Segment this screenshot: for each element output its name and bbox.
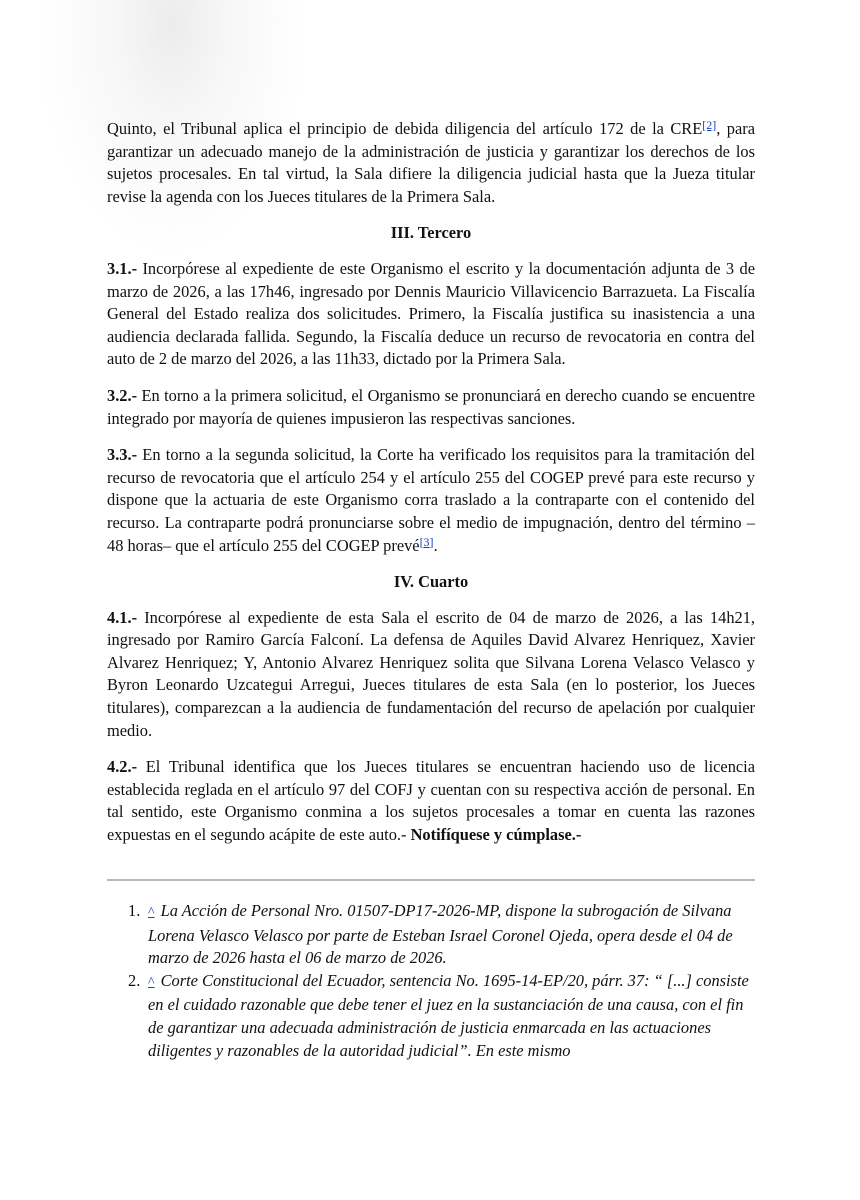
paragraph-text: En torno a la segunda solicitud, la Corte ha verificado los requisitos para la tramitación del recurso de revocatoria que el artículo 254 y el artículo 255 del COGEP prevé para este recurso y dispone que la actuaria de este Organismo corra traslado a la contraparte con el contenido del recurso. La contraparte podrá pronunciarse sobre el medio de impugnación, dentro del término –48 horas– que el artículo 255 del COGEP prevé bbox=[107, 445, 755, 555]
paragraph-3-2 bbox=[107, 385, 755, 430]
section-heading-tercero: III. Tercero bbox=[390, 223, 472, 243]
section-heading-cuarto: IV. Cuarto bbox=[393, 572, 469, 592]
document-body bbox=[107, 118, 755, 861]
paragraph-number: 4.2.- bbox=[107, 757, 138, 777]
paragraph-number: 3.2.- bbox=[107, 385, 138, 405]
footnote-backlink-1[interactable]: ^ bbox=[148, 905, 155, 920]
paragraph-number: 3.3.- bbox=[107, 445, 138, 465]
paragraph-number: 3.1.- bbox=[107, 258, 138, 278]
footnote-number: 2. bbox=[128, 970, 141, 990]
footnote-list bbox=[128, 900, 753, 1062]
paragraph-4-1 bbox=[107, 607, 755, 743]
footnote-divider bbox=[107, 879, 755, 881]
footnote-1 bbox=[128, 900, 753, 970]
paragraph-number: 4.1.- bbox=[107, 607, 138, 627]
footnote-text: Corte Constitucional del Ecuador, sentencia No. 1695-14-EP/20, párr. 37: “ [...] consiste en el cuidado razonable que debe tener el juez en la sustanciación de una causa, con el fin de garantizar una adecuada administración de justicia enmarcada en las actuaciones diligentes y razonables de la autoridad judicial”. En este mismo bbox=[148, 970, 749, 1060]
footnote-backlink-2[interactable]: ^ bbox=[148, 974, 155, 990]
paragraph-text: . bbox=[433, 535, 438, 555]
footnote-2 bbox=[128, 970, 753, 1062]
footnote-number: 1. bbox=[128, 901, 141, 920]
footnote-text: La Acción de Personal Nro. 01507-DP17-2026-MP, dispone la subrogación de Silvana Lorena Velasco Velasco por parte de Esteban Israel Coronel Ojeda, opera desde el 04 de marzo de 2026 hasta el 06 de marzo de 2026. bbox=[148, 901, 733, 968]
closing-order: Notifíquese y cúmplase.- bbox=[410, 825, 582, 845]
paragraph-text: Quinto, el Tribunal aplica el principio de debida diligencia del artículo 172 de la CRE bbox=[107, 119, 703, 138]
paragraph-text: Incorpórese al expediente de esta Sala el escrito de 04 de marzo de 2026, a las 14h21, ingresado por Ramiro García Falconí. La defensa de Aquiles David Alvarez Henriquez, Xavier Alvarez Henriquez; Y, Antonio Alvarez Henriquez solita que Silvana Lorena Velasco Velasco y Byron Leonardo Uzcategui Arregui, Jueces titulares de esta Sala (en lo posterior, los Jueces titulares), comparezcan a la audiencia de fundamentación del recurso de apelación por cualquier medio. bbox=[107, 607, 755, 740]
paragraph-4-2 bbox=[107, 756, 755, 846]
paragraph-3-3 bbox=[107, 444, 755, 557]
paragraph-text: El Tribunal identifica que los Jueces titulares se encuentran haciendo uso de licencia establecida reglada en el artículo 97 del COFJ y cuentan con su respectiva acción de personal. En tal sentido, este Organismo conmina a los sujetos procesales a tomar en cuenta las razones expuestas en el segundo acápite de este auto.- bbox=[107, 757, 755, 845]
footnote-ref-3[interactable]: [3] bbox=[419, 534, 434, 549]
paragraph-3-1 bbox=[107, 258, 755, 371]
paragraph-text: En torno a la primera solicitud, el Organismo se pronunciará en derecho cuando se encuentre integrado por mayoría de quienes impusieron las respectivas sanciones. bbox=[107, 385, 755, 428]
paragraph-quinto bbox=[107, 118, 755, 208]
paragraph-text: Incorpórese al expediente de este Organismo el escrito y la documentación adjunta de 3 de marzo de 2026, a las 17h46, ingresado por Dennis Mauricio Villavicencio Barrazueta. La Fiscalía General del Estado realiza dos solicitudes. Primero, la Fiscalía justifica su inasistencia a una audiencia declarada fallida. Segundo, la Fiscalía deduce un recurso de revocatoria en contra del auto de 2 de marzo del 2026, a las 11h33, dictado por la Primera Sala. bbox=[107, 258, 755, 369]
footnote-ref-2[interactable]: [2] bbox=[702, 118, 717, 132]
paragraph-text: , para garantizar un adecuado manejo de la administración de justicia y garantizar los derechos de los sujetos procesales. En tal virtud, la Sala difiere la diligencia judicial hasta que la Jueza titular revise la agenda con los Jueces titulares de la Primera Sala. bbox=[107, 119, 755, 206]
